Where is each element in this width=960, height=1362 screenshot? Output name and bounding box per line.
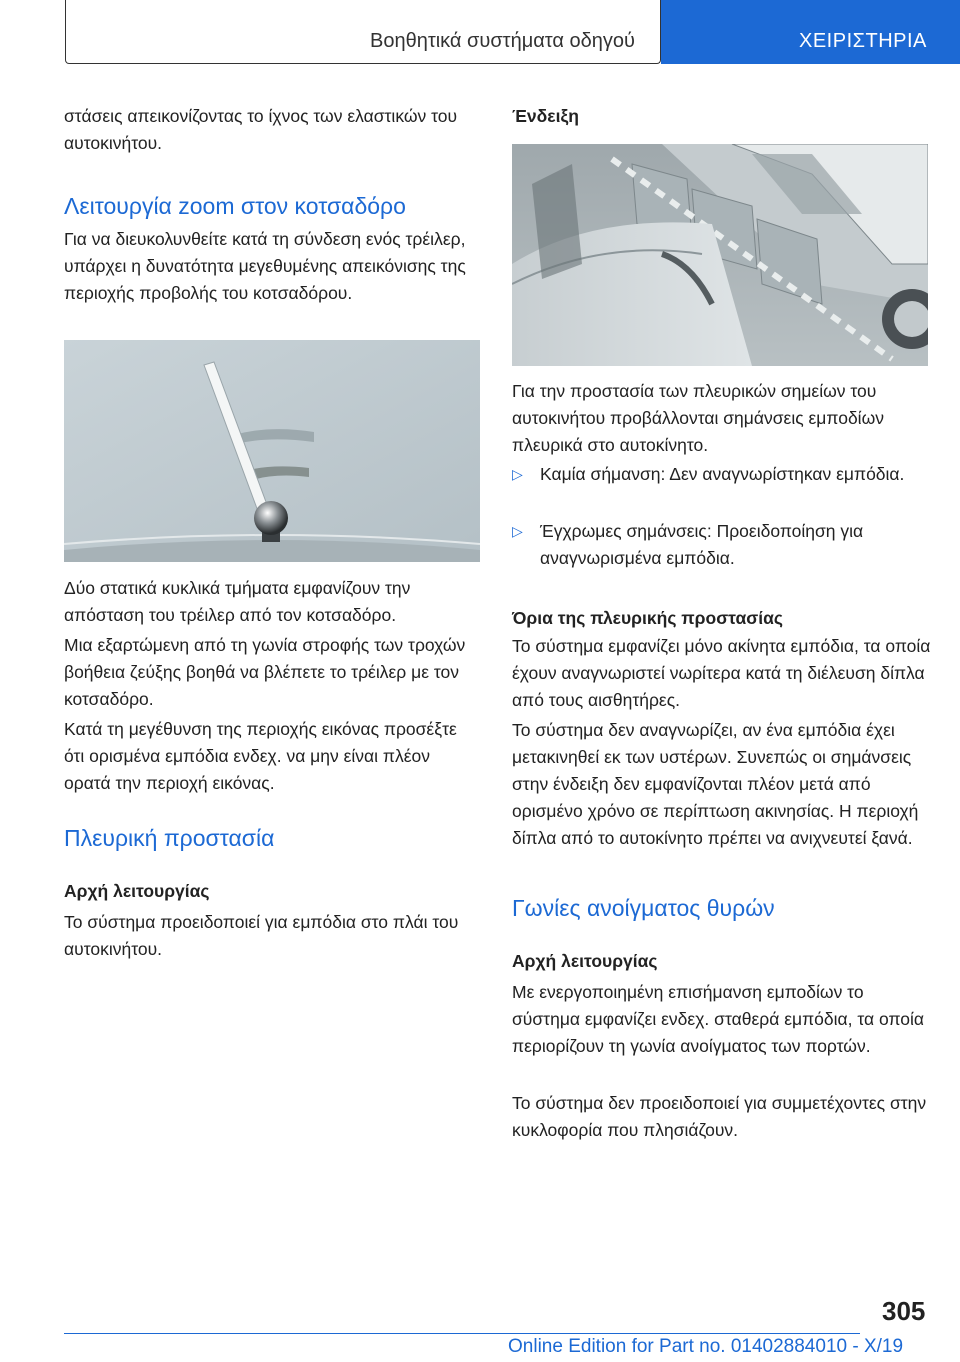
arcs-text: Δύο στατικά κυκλικά τμήματα εμφανίζουν την απόσταση του τρέιλερ από τον κοτσαδόρο. (64, 578, 411, 625)
bullet-item (512, 518, 932, 572)
door-principle-heading: Αρχή λειτουργίας (512, 951, 658, 971)
door-text-2: Το σύστημα δεν προειδοποιεί για συμμετέχοντες στην κυκλοφορία που πλησιάζουν. (512, 1093, 927, 1140)
limits-text-1: Το σύστημα εμφανίζει μόνο ακίνητα εμπόδια, τα οποία έχουν αναγνωριστεί νωρίτερα κατά τη διέλευση δίπλα από τους αισθητήρες. (512, 636, 931, 710)
footer-divider (64, 1333, 860, 1334)
zoom-text: Για να διευκολυνθείτε κατά τη σύνδεση ενός τρέιλερ, υπάρχει η δυνατότητα μεγεθυμένης απεικόνισης της περιοχής προβολής του κοτσαδόρου. (64, 229, 466, 303)
triangle-bullet-icon: ▷ (512, 523, 523, 539)
side-protection-figure (512, 144, 928, 366)
chapter-tab[interactable]: ΧΕΙΡΙΣΤΗΡΙΑ (661, 0, 960, 64)
bullet-text: Καμία σήμανση: Δεν αναγνωρίστηκαν εμπόδια. (540, 464, 905, 484)
limits-text-2: Το σύστημα δεν αναγνωρίζει, αν ένα εμπόδια έχει μετακινηθεί εκ των υστέρων. Συνεπώς οι σημάνσεις στην ένδειξη δεν εμφανίζονται πλέον μετά από ορισμένο χρόνο σε περίπτωση ακινησίας. Η περιοχή δίπλα από το αυτοκίνητο πρέπει να ανιχνευτεί ξανά. (512, 720, 919, 848)
side-protection-illustration (512, 144, 928, 366)
side-protection-heading: Πλευρική προστασία (64, 825, 275, 851)
coupling-text: Μια εξαρτώμενη από τη γωνία στροφής των τροχών βοήθεια ζεύξης βοηθά να βλέπετε το τρέιλερ με τον κοτσαδόρο. (64, 635, 466, 709)
edition-info: Online Edition for Part no. 01402884010 - X/19 (508, 1336, 904, 1357)
door-text-1: Με ενεργοποιημένη επισήμανση εμποδίων το σύστημα εμφανίζει ενδεχ. σταθερά εμπόδια, τα οποία περιορίζουν τη γωνία ανοίγματος των πορτών. (512, 982, 925, 1056)
bullet-text: Έγχρωμες σημάνσεις: Προειδοποίηση για αναγνωρισμένα εμπόδια. (540, 521, 864, 568)
limits-heading: Όρια της πλευρικής προστασίας (512, 608, 783, 628)
display-heading: Ένδειξη (512, 106, 579, 126)
section-title: Βοηθητικά συστήματα οδηγού (370, 30, 635, 52)
principle-heading: Αρχή λειτουργίας (64, 881, 210, 901)
hitch-zoom-illustration (64, 340, 480, 562)
principle-text: Το σύστημα προειδοποιεί για εμπόδια στο πλάι του αυτοκινήτου. (64, 912, 459, 959)
intro-text: στάσεις απεικονίζοντας το ίχνος των ελαστικών του αυτοκινήτου. (64, 106, 458, 153)
bullet-item (512, 461, 932, 515)
triangle-bullet-icon: ▷ (512, 466, 523, 482)
page-number: 305 (882, 1296, 926, 1326)
display-text: Για την προστασία των πλευρικών σημείων του αυτοκινήτου προβάλλονται σημάνσεις εμποδίων πλευρικά στο αυτοκίνητο. (512, 381, 884, 455)
zoom-heading: Λειτουργία zoom στον κοτσαδόρο (64, 193, 406, 219)
zoom-warning-text: Κατά τη μεγέθυνση της περιοχής εικόνας προσέξτε ότι ορισμένα εμπόδια ενδεχ. να μην είναι πλέον ορατά την περιοχή εικόνας. (64, 719, 457, 793)
door-angles-heading: Γωνίες ανοίγματος θυρών (512, 895, 775, 921)
hitch-zoom-figure (64, 340, 480, 562)
